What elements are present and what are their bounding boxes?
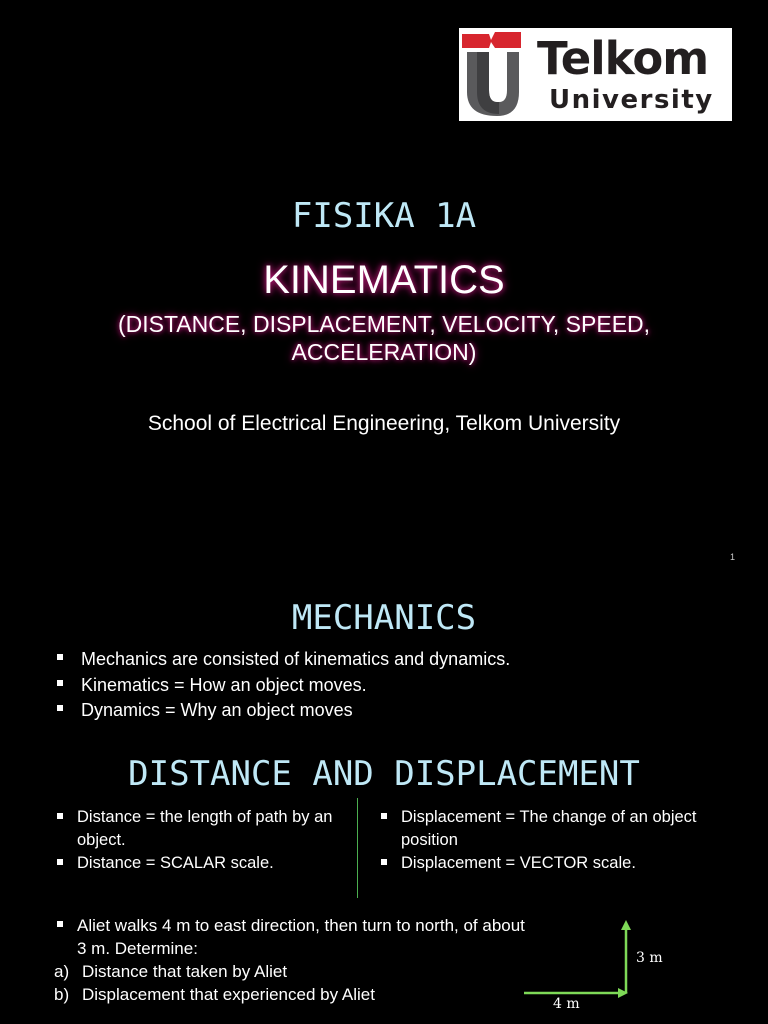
displacement-bullet-list bbox=[378, 806, 708, 875]
north-arrow-head-icon bbox=[621, 920, 631, 930]
east-distance-label: 4 m bbox=[553, 996, 580, 1012]
example-problem bbox=[54, 914, 534, 1006]
distance-displacement-heading: DISTANCE AND DISPLACEMENT bbox=[128, 754, 640, 794]
distance-bullet-list bbox=[54, 806, 344, 875]
mechanics-heading: MECHANICS bbox=[291, 598, 477, 638]
logo-text-telkom: Telkom bbox=[537, 32, 709, 85]
list-item: Kinematics = How an object moves. bbox=[54, 673, 510, 699]
slide-subtitle: (DISTANCE, DISPLACEMENT, VELOCITY, SPEED, ACCELERATION) bbox=[117, 311, 651, 365]
list-item: Mechanics are consisted of kinematics and dynamics. bbox=[54, 647, 510, 673]
displacement-figure bbox=[520, 914, 680, 1019]
problem-question-a bbox=[54, 960, 534, 983]
list-item: Distance = SCALAR scale. bbox=[54, 852, 344, 875]
question-label: b) bbox=[54, 985, 70, 1004]
school-name: School of Electrical Engineering, Telkom University bbox=[147, 412, 621, 435]
slide-title: KINEMATICS bbox=[263, 258, 505, 302]
question-label: a) bbox=[54, 962, 70, 981]
mechanics-bullet-list bbox=[54, 647, 510, 724]
problem-question-b bbox=[54, 983, 534, 1006]
column-divider bbox=[357, 798, 358, 898]
problem-statement: Aliet walks 4 m to east direction, then turn to north, of about 3 m. Determine: bbox=[54, 914, 534, 960]
question-text: Distance that taken by Aliet bbox=[82, 962, 288, 981]
list-item: Dynamics = Why an object moves bbox=[54, 698, 510, 724]
course-title: FISIKA 1A bbox=[291, 196, 477, 236]
list-item: Distance = the length of path by an object. bbox=[54, 806, 344, 852]
content-slide bbox=[0, 574, 768, 1024]
question-text: Displacement that experienced by Aliet bbox=[82, 985, 375, 1004]
list-item: Displacement = VECTOR scale. bbox=[378, 852, 708, 875]
list-item: Displacement = The change of an object position bbox=[378, 806, 708, 852]
telkom-university-logo bbox=[459, 28, 732, 121]
north-distance-label: 3 m bbox=[636, 950, 663, 966]
logo-text-university: University bbox=[549, 85, 714, 115]
page-number: 1 bbox=[730, 552, 736, 562]
telkom-emblem-icon bbox=[459, 28, 539, 121]
